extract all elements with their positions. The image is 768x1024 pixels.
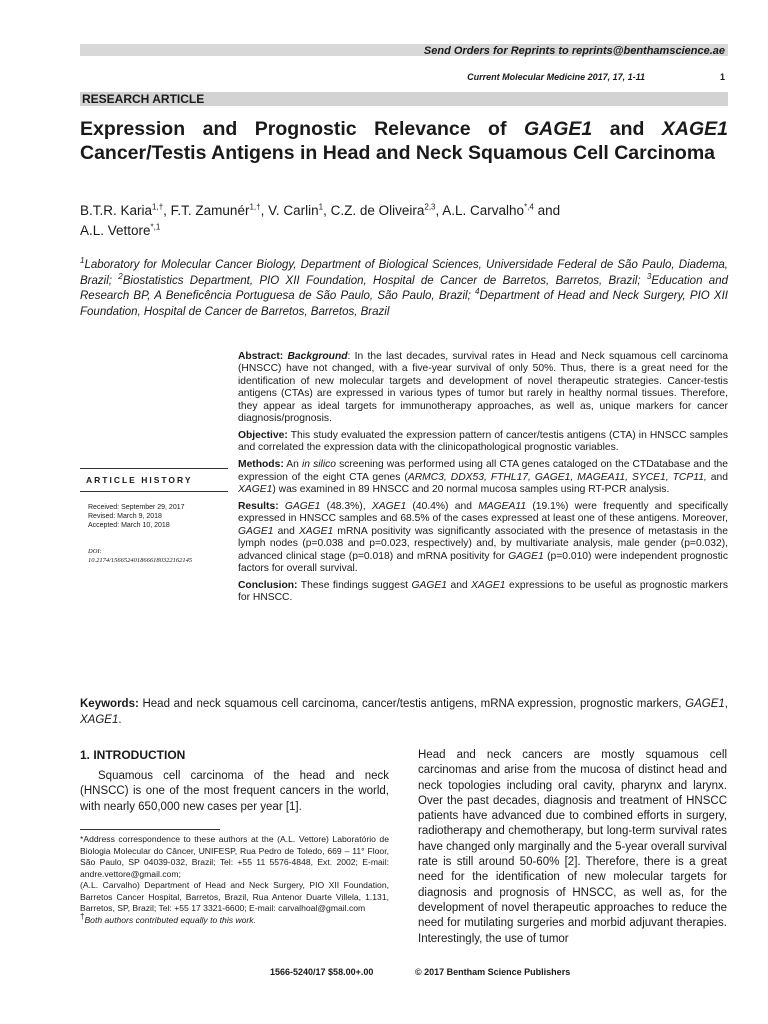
- abstract-objective: Objective: This study evaluated the expression pattern of cancer/testis antigens (CTA) in HNSCC samples and correlated the expression data with the clinicopathological prognostic variables.: [238, 429, 728, 454]
- article-type-label: RESEARCH ARTICLE: [82, 92, 205, 106]
- author: A.L. Carvalho: [442, 203, 525, 218]
- intro-paragraph-1: Squamous cell carcinoma of the head and neck (HNSCC) is one of the most frequent cancers in the world, with nearly 650,000 new cases per year [1].: [80, 770, 389, 813]
- author: C.Z. de Oliveira: [330, 203, 425, 218]
- article-title: Expression and Prognostic Relevance of GAGE1 and XAGE1 Cancer/Testis Antigens in Head and Neck Squamous Cell Carcinoma: [80, 118, 728, 164]
- abstract-conclusion: Conclusion: These findings suggest GAGE1 and XAGE1 expressions to be useful as prognostic markers for HNSCC.: [238, 579, 729, 604]
- article-history-label: ARTICLE HISTORY: [86, 475, 193, 485]
- copyright: © 2017 Bentham Science Publishers: [415, 967, 571, 977]
- accepted-date: Accepted: March 10, 2018: [88, 522, 170, 529]
- page-number: 1: [719, 72, 725, 82]
- abstract: [238, 351, 728, 609]
- author: F.T. Zamunér: [170, 203, 250, 218]
- footnote-address-1: *Address correspondence to these authors at the (A.L. Vettore) Laboratório de Biologia Molecular do Câncer, UNIFESP, Rua Pedro de Toledo, 669 – 11° Floor, São Paulo, SP 04039-032, Brazil; Tel: +55 11 5576-4848, Ext. 2002; E-mail: andre.vettore@gmail.com;: [80, 834, 389, 879]
- issn-price: 1566-5240/17 $58.00+.00: [270, 967, 374, 977]
- keywords: Keywords: Head and neck squamous cell carcinoma, cancer/testis antigens, mRNA expression, prognostic markers, GAGE1, XAGE1.: [80, 698, 728, 726]
- affiliations: $^1$Laboratory for Molecular Cancer Biology, Department of Biological Sciences, Universidade Federal de São Paulo, Diadema, Brazil; $^2$Biostatistics Department, PIO XII Foundation, Hospital de Cancer de Barretos, Barretos, Brazil; $^3$Education and Research BP, A Beneficência Portuguesa de São Paulo, São Paulo, Brazil; $^4$Department of Head and Neck Surgery, PIO XII Foundation, Hospital de Cancer de Barretos, Barretos, Brazil: [80, 256, 728, 318]
- abstract-results: Results: GAGE1 (48.3%), XAGE1 (40.4%) and MAGEA11 (19.1%) were frequently and specifically expressed in HNSCC samples and 68.5% of the cases expressed at least one of these antigens. Moreover, GAGE1 and XAGE1 mRNA positivity was significantly associated with the presence of metastasis in the lymph nodes (p=0.038 and p=0.023, respectively) and, by multivariate analysis, male gender (p=0.032), advanced clinical stage (p=0.018) and mRNA positivity for GAGE1 (p=0.010) were independent prognostic factors for overall survival.: [238, 500, 728, 574]
- author: V. Carlin: [268, 203, 319, 218]
- correspondence-footnote: [80, 834, 389, 926]
- abstract-background: Abstract: Background: In the last decades, survival rates in Head and Neck squamous cell carcinoma (HNSCC) have not changed, with a five-year survival of only 50%. Thus, there is a great need for the identification of new molecular targets and development of novel therapeutic strategies. Cancer-testis antigens (CTAs) are expressed in various types of tumor but rarely in healthy normal tissues. Therefore, they appear as ideal targets for immunotherapy approaches, as well as, unique markers for cancer diagnosis/prognosis.: [238, 351, 728, 425]
- article-history-dates: [88, 503, 185, 530]
- doi[interactable]: [88, 547, 236, 565]
- section-heading-introduction: 1. INTRODUCTION: [80, 748, 186, 762]
- footnote-address-2: (A.L. Carvalho) Department of Head and Neck Surgery, PIO XII Foundation, Barretos Cancer Hospital, Barretos, Brazil, Rua Antenor Duarte Villela, 1.131, Barretos, SP, Brazil; Tel: +55 17 3321-6600; E-mail: carvalhoal@gmail.com: [80, 880, 389, 913]
- footnote-equal-contribution: †Both authors contributed equally to this work.: [80, 911, 256, 925]
- reprints-notice: Send Orders for Reprints to reprints@benthamscience.ae: [423, 45, 725, 57]
- journal-citation: Current Molecular Medicine 2017, 17, 1-11: [467, 72, 645, 82]
- intro-paragraph-2: Head and neck cancers are mostly squamous cell carcinomas and arise from the mucosa of distinct head and neck topologies including oral cavity, pharynx and larynx. Over the past decades, diagnosis and treatment of HNSCC patients have advanced due to combined efforts in surgery, radiotherapy and chemotherapy, but long-term survival rates have changed only marginally and the 5-year overall survival rate is still around 50-60% [2]. Therefore, there is a great need for the identification of new molecular targets for diagnosis and prognosis of HNSCC, as well as, for the development of novel therapeutic approaches to reduce the need for mutilating surgeries and morbid adjuvant therapies. Interestingly, the use of tumor: [418, 749, 727, 945]
- received-date: Received: September 29, 2017: [88, 504, 185, 511]
- author: B.T.R. Karia: [80, 203, 153, 218]
- article-history-rule-top: [80, 468, 228, 469]
- author-list: B.T.R. Karia$^{1,\dagger}$, F.T. Zamunér$^{1,\dagger}$, V. Carlin$^1$, C.Z. de Oliveira$^{2,3}$, A.L. Carvalho$^{*,4}$ and A.L. Vettore$^{*,1}$: [80, 202, 561, 238]
- author: A.L. Vettore: [80, 223, 151, 238]
- footnote-rule: [80, 829, 220, 830]
- doi-label: DOI:: [88, 548, 102, 555]
- revised-date: Revised: March 9, 2018: [88, 513, 162, 520]
- doi-value: 10.2174/1566524018666180322162145: [88, 557, 193, 564]
- article-history-rule-bottom: [80, 491, 228, 492]
- abstract-methods: Methods: An in silico screening was performed using all CTA genes cataloged on the CTDatabase and the expression of the eight CTA genes (ARMC3, DDX53, FTHL17, GAGE1, MAGEA11, SYCE1, TCP11, and XAGE1) was examined in 89 HNSCC and 20 normal mucosa samples using RT-PCR analysis.: [238, 459, 729, 496]
